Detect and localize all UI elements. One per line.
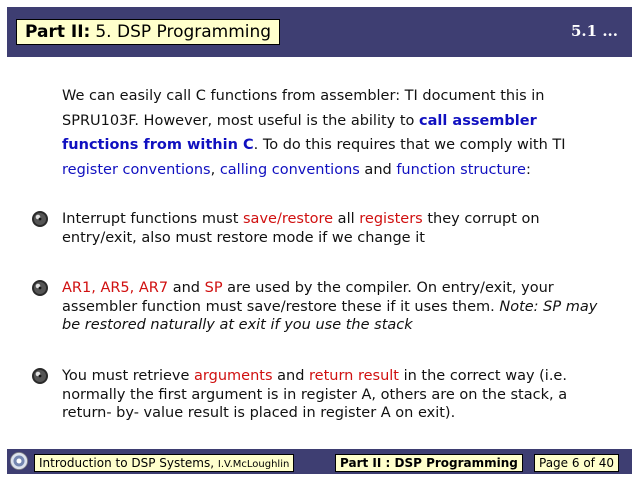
footer-course-title [34, 454, 294, 472]
bullet1-highlight-save-restore: save/restore [243, 211, 334, 227]
intro-text-4: and [359, 161, 397, 178]
intro-highlight-call-assembler: call assembler functions from within C [62, 112, 537, 153]
bullet3-highlight-return-result: return result [309, 368, 399, 384]
chapter-title: 5. DSP Programming [95, 22, 272, 42]
intro-text-2: . To do this requires that we comply with TI [253, 137, 566, 153]
bullet2-highlight-ar-registers: AR1, AR5, AR7 [62, 280, 169, 296]
intro-highlight-function-structure: function structure [396, 161, 526, 178]
bullet-compiler-registers [62, 279, 602, 335]
footer-page-number: Page 6 of 40 [534, 454, 619, 472]
disc-bullet-icon [31, 210, 49, 228]
university-logo-icon [10, 452, 28, 470]
bullet3-highlight-arguments: arguments [194, 368, 273, 384]
intro-text-3: , [210, 161, 220, 178]
bullet1-text-1: Interrupt functions must [62, 211, 243, 227]
section-number: 5.1 ... [571, 22, 618, 40]
bullet1-highlight-registers: registers [359, 211, 423, 227]
bullet3-text-3: in the correct way (i.e. normally the first argument is in register A, others are on the stack, a return- by- value result is placed in register A on exit). [62, 368, 568, 421]
bullet2-highlight-sp: SP [204, 280, 223, 296]
footer-author: I.V.McLoughlin [217, 459, 290, 470]
intro-text-5: : [525, 161, 531, 178]
footer-part: Part II : DSP Programming [335, 454, 523, 472]
footer-course: Introduction to DSP Systems, [39, 456, 215, 470]
bullet1-text-2: all [333, 211, 360, 227]
bullet2-text-1: and [168, 280, 205, 296]
disc-bullet-icon [31, 367, 49, 385]
intro-highlight-calling-conventions: calling conventions [219, 161, 360, 178]
disc-bullet-icon [31, 279, 49, 297]
bullet2-text-2: are used by the compiler. On entry/exit, your assembler function must save/restore these if it uses them. [62, 280, 554, 315]
bullet1-text-3: they corrupt on entry/exit, also must restore mode if we change it [62, 211, 540, 246]
bullet2-note: Note: SP may be restored naturally at exit if you use the stack [62, 298, 598, 333]
bullet-arguments-return [62, 367, 602, 423]
intro-paragraph [62, 84, 592, 182]
bullet3-text-1: You must retrieve [62, 368, 195, 384]
intro-highlight-register-conventions: register conventions [62, 161, 211, 178]
part-label: Part II: [25, 22, 91, 42]
intro-text-1: We can easily call C functions from assembler: TI document this in SPRU103F. However, most useful is the ability to [62, 88, 545, 129]
bullet3-text-2: and [272, 368, 310, 384]
bullet-interrupt-functions [62, 210, 602, 247]
